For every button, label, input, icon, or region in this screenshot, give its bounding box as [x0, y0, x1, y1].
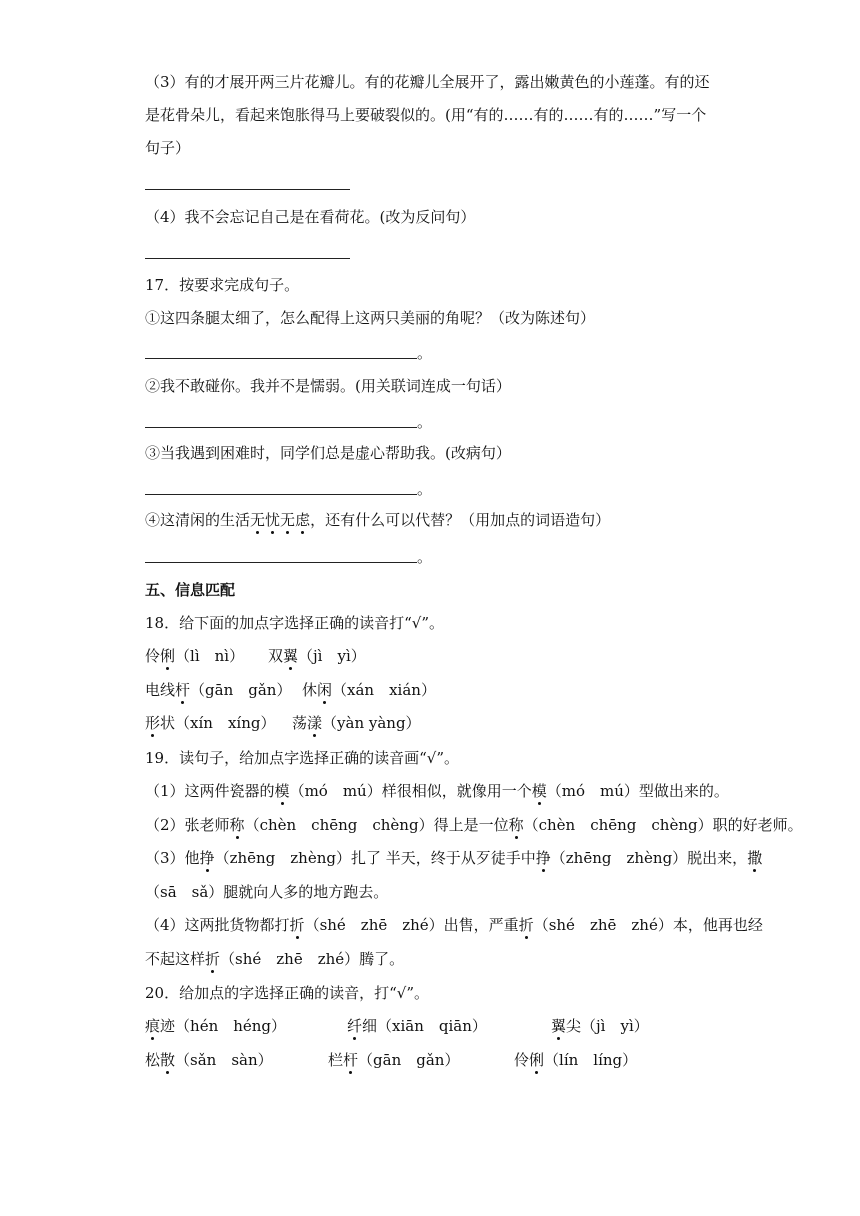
q18-item-3a: [145, 713, 275, 733]
q19-options[interactable]: （mó mú）样很相似，就像用一个: [289, 782, 532, 800]
q18-options[interactable]: （jì yì）: [298, 647, 366, 665]
q18-char: 电线: [145, 681, 176, 699]
q17-answer-line-2[interactable]: [145, 427, 417, 428]
q18-options[interactable]: （xín xíng）: [175, 714, 276, 732]
q19-dotted-char: 撒: [747, 849, 763, 867]
q19-options[interactable]: （chèn chēng chèng）得上是一位: [244, 816, 509, 834]
q18-dotted-char: 俐: [160, 647, 176, 665]
q20-dotted-char: 俐: [529, 1051, 545, 1069]
q20-dotted-char: 翼: [551, 1017, 567, 1035]
q18-char: 休: [302, 681, 318, 699]
q18-options[interactable]: （xán xián）: [332, 681, 436, 699]
q20-char: 尖: [566, 1017, 582, 1035]
q20-item-d: [145, 1050, 273, 1070]
q20-item-f: [514, 1050, 637, 1070]
q17-s4-text-b: ，还有什么可以代替？（用加点的词语造句）: [310, 511, 611, 529]
q20-options[interactable]: （lín líng）: [544, 1051, 638, 1069]
q18-item-1b: [268, 646, 366, 666]
q18-title: 18．给下面的加点字选择正确的读音打“√”。: [145, 614, 444, 632]
q19-options[interactable]: （zhēng zhèng）扎了 半天，终于从歹徒手中: [214, 849, 536, 867]
q19-text: （1）这两件瓷器的: [145, 782, 275, 800]
q19-text: （4）这两批货物都打: [145, 916, 290, 934]
q16-item3-line1: （3）有的才展开两三片花瓣儿。有的花瓣儿全展开了，露出嫩黄色的小莲蓬。有的还: [145, 73, 710, 91]
q16-item3-line3: 句子）: [145, 139, 191, 157]
q17-s4-dotted-char: 忧: [265, 511, 281, 529]
q20-char: 迹: [160, 1017, 176, 1035]
q18-item-3b: [292, 713, 421, 733]
q19-item-1: [145, 781, 729, 801]
q17-sentence-1: ①这四条腿太细了，怎么配得上这两只美丽的角呢？（改为陈述句）: [145, 309, 596, 327]
q17-s4-dotted-char: 无: [250, 511, 266, 529]
q19-options[interactable]: （shé zhē zhé）出售，严重: [304, 916, 519, 934]
q17-period-3: 。: [417, 480, 433, 498]
q19-options[interactable]: （mó mú）型做出来的。: [546, 782, 729, 800]
q17-period-1: 。: [417, 344, 433, 362]
q19-item-3-line2[interactable]: （sā sǎ）腿就向人多的地方跑去。: [145, 883, 389, 901]
q19-item-3-line1: [145, 848, 762, 868]
q18-dotted-char: 形: [145, 714, 161, 732]
q18-options[interactable]: （lì nì）: [175, 647, 245, 665]
q20-dotted-char: 杆: [343, 1051, 359, 1069]
q20-dotted-char: 散: [160, 1051, 176, 1069]
q18-item-2a: [145, 680, 291, 700]
q17-sentence-4: [145, 510, 610, 530]
q18-char: 伶: [145, 647, 161, 665]
q20-char: 伶: [514, 1051, 530, 1069]
q17-title: 17．按要求完成句子。: [145, 276, 300, 294]
q20-options[interactable]: （xiān qiān）: [377, 1017, 487, 1035]
q17-answer-line-3[interactable]: [145, 494, 417, 495]
q16-item4-answer-line[interactable]: [145, 258, 350, 259]
q19-dotted-char: 挣: [535, 849, 551, 867]
q18-item-2b: [302, 680, 436, 700]
q16-item4: （4）我不会忘记自己是在看荷花。(改为反问句）: [145, 208, 476, 226]
q20-dotted-char: 纤: [347, 1017, 363, 1035]
q17-period-2: 。: [417, 413, 433, 431]
q17-answer-line-4[interactable]: [145, 562, 417, 563]
q17-s4-dotted-char: 无: [280, 511, 296, 529]
q19-dotted-char: 模: [274, 782, 290, 800]
q19-dotted-char: 称: [508, 816, 524, 834]
q18-dotted-char: 闲: [317, 681, 333, 699]
q18-options[interactable]: （yàn yàng）: [322, 714, 421, 732]
q18-item-1a: [145, 646, 244, 666]
q16-item3-line2: 是花骨朵儿，看起来饱胀得马上要破裂似的。(用“有的……有的……有的……”写一个: [145, 106, 707, 124]
q17-sentence-2: ②我不敢碰你。我并不是懦弱。(用关联词连成一句话）: [145, 377, 511, 395]
q19-text: （3）他: [145, 849, 200, 867]
q19-options[interactable]: （shé zhē zhé）本，他再也经: [533, 916, 763, 934]
q17-sentence-3: ③当我遇到困难时，同学们总是虚心帮助我。(改病句）: [145, 444, 511, 462]
q19-item-2: [145, 815, 803, 835]
q20-options[interactable]: （gān gǎn）: [358, 1051, 460, 1069]
q18-char: 双: [268, 647, 284, 665]
q20-item-e: [328, 1050, 459, 1070]
q20-options[interactable]: （hén héng）: [175, 1017, 287, 1035]
q19-text: 不起这样: [145, 950, 206, 968]
q17-s4-text-a: ④这清闲的生活: [145, 511, 251, 529]
q18-char: 状: [160, 714, 176, 732]
q18-dotted-char: 杆: [175, 681, 191, 699]
q19-item-4-line1: [145, 915, 763, 935]
q19-item-4-line2: [145, 949, 404, 969]
q16-item3-answer-line[interactable]: [145, 189, 350, 190]
q19-dotted-char: 模: [531, 782, 547, 800]
q19-dotted-char: 挣: [199, 849, 215, 867]
q19-dotted-char: 称: [229, 816, 245, 834]
q20-options[interactable]: （jì yì）: [581, 1017, 649, 1035]
q19-dotted-char: 折: [205, 950, 221, 968]
q19-options[interactable]: （chèn chēng chèng）职的好老师。: [523, 816, 803, 834]
q19-options[interactable]: （zhēng zhèng）脱出来，: [550, 849, 748, 867]
q20-item-c: [551, 1016, 649, 1036]
q20-options[interactable]: （sǎn sàn）: [175, 1051, 273, 1069]
q17-answer-line-1[interactable]: [145, 358, 417, 359]
q18-options[interactable]: （gān gǎn）: [190, 681, 292, 699]
q20-dotted-char: 痕: [145, 1017, 161, 1035]
q20-char: 栏: [328, 1051, 344, 1069]
q17-period-4: 。: [417, 548, 433, 566]
q18-dotted-char: 漾: [307, 714, 323, 732]
q20-char: 细: [362, 1017, 378, 1035]
q20-char: 松: [145, 1051, 161, 1069]
q19-text: （2）张老师: [145, 816, 230, 834]
q20-item-b: [347, 1016, 487, 1036]
q20-item-a: [145, 1016, 286, 1036]
q20-title: 20．给加点的字选择正确的读音，打“√”。: [145, 984, 429, 1002]
q19-options[interactable]: （shé zhē zhé）腾了。: [220, 950, 405, 968]
q17-s4-dotted-char: 虑: [295, 511, 311, 529]
q18-char: 荡: [292, 714, 308, 732]
q18-dotted-char: 翼: [283, 647, 299, 665]
q19-dotted-char: 折: [518, 916, 534, 934]
section-5-heading: 五、信息匹配: [145, 581, 236, 599]
q19-dotted-char: 折: [289, 916, 305, 934]
q19-title: 19．读句子，给加点字选择正确的读音画“√”。: [145, 749, 459, 767]
